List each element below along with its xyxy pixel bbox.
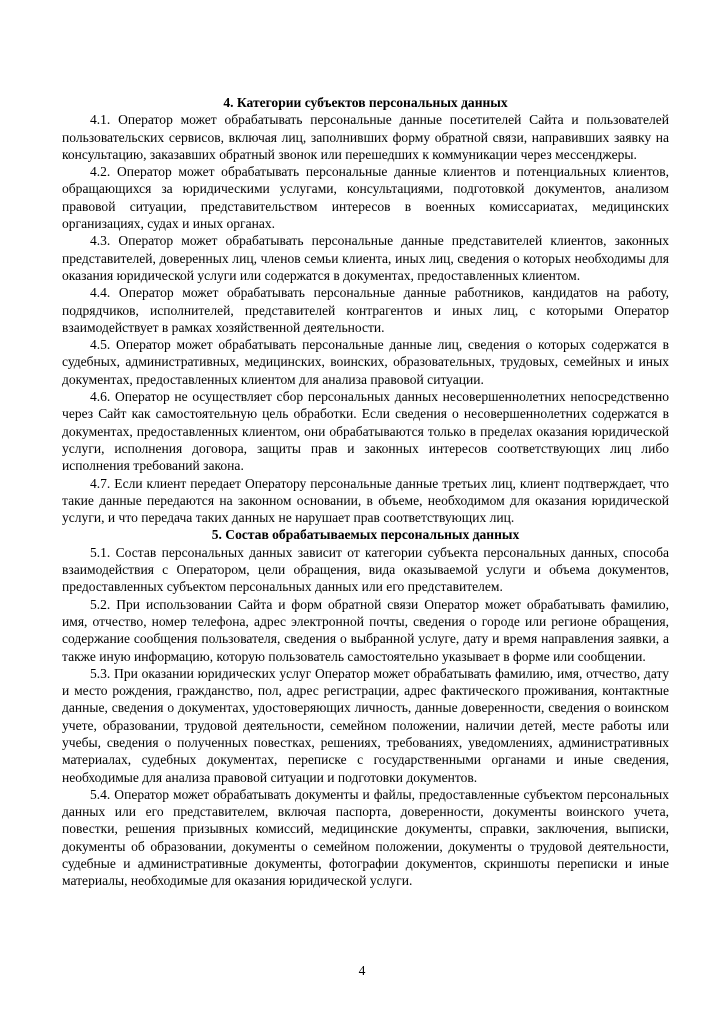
paragraph-4-5: 4.5. Оператор может обрабатывать персональные данные лиц, сведения о которых содержатся в судебных, административных, медицинских, воинских, образовательных, трудовых, семейных и иных документах, предоставленных клиентом для анализа правовой ситуации. [62,337,669,387]
section-heading-4: 4. Категории субъектов персональных данных [223,95,508,110]
page-number: 4 [358,963,366,978]
paragraph-5-4: 5.4. Оператор может обрабатывать документы и файлы, предоставленные субъектом персональных данных или его представителем, включая паспорта, доверенности, документы воинского учета, повестки, решения призывных комиссий, медицинские документы, справки, заключения, выписки, документы об образовании, документы о семейном положении, документы о трудовой деятельности, судебные и административные документы, фотографии документов, скриншоты переписки и иные материалы, необходимые для оказания юридической услуги. [62,786,669,889]
paragraph-4-1: 4.1. Оператор может обрабатывать персональные данные посетителей Сайта и пользователей пользовательских сервисов, включая лиц, заполнивших форму обратной связи, направивших заявку на консультацию, заказавших обратный звонок или перешедших к коммуникации через мессенджеры. [62,112,669,162]
document-body [62,94,669,890]
paragraph-4-3: 4.3. Оператор может обрабатывать персональные данные представителей клиентов, законных представителей, доверенных лиц, членов семьи клиента, иных лиц, сведения о которых необходимы для оказания юридической услуги или содержатся в документах, предоставленных клиентом. [62,233,669,283]
paragraph-4-7: 4.7. Если клиент передает Оператору персональные данные третьих лиц, клиент подтверждает, что такие данные передаются на законном основании, в объеме, необходимом для оказания юридической услуги, и что передача таких данных не нарушает прав соответствующих лиц. [62,475,669,526]
paragraph-5-2: 5.2. При использовании Сайта и форм обратной связи Оператор может обрабатывать фамилию, имя, отчество, номер телефона, адрес электронной почты, сведения о городе или регионе обращения, содержание сообщения пользователя, сведения о выбранной услуге, дату и время направления заявки, а также иную информацию, которую пользователь самостоятельно указывает в форме или сообщении. [62,596,669,664]
paragraph-4-6: 4.6. Оператор не осуществляет сбор персональных данных несовершеннолетних непосредственно через Сайт как самостоятельную цель обработки. Если сведения о несовершеннолетних содержатся в документах, предоставленных клиентом, они обрабатываются только в пределах оказания юридической услуги, исполнения договора, защиты прав и законных интересов соответствующих лиц либо исполнения требований закона. [62,389,669,474]
paragraph-4-4: 4.4. Оператор может обрабатывать персональные данные работников, кандидатов на работу, подрядчиков, исполнителей, представителей контрагентов и иных лиц, с которыми Оператор взаимодействует в рамках хозяйственной деятельности. [62,285,669,335]
paragraph-5-1: 5.1. Состав персональных данных зависит от категории субъекта персональных данных, способа взаимодействия с Оператором, цели обращения, вида оказываемой услуги и объема документов, предоставленных субъектом персональных данных или его представителем. [62,544,669,595]
paragraph-5-3: 5.3. При оказании юридических услуг Оператор может обрабатывать фамилию, имя, отчество, дату и место рождения, гражданство, пол, адрес регистрации, адрес фактического проживания, контактные данные, сведения о документах, удостоверяющих личность, данные доверенности, сведения о воинском учете, образовании, трудовой деятельности, семейном положении, наличии детей, месте работы или учебы, сведения о полученных повестках, решениях, требованиях, уведомлениях, административных материалах, судебных документах, переписке с государственными органами и иные сведения, необходимые для анализа правовой ситуации и подготовки документов. [62,665,669,785]
section-heading-5: 5. Состав обрабатываемых персональных данных [211,527,520,543]
paragraph-4-2: 4.2. Оператор может обрабатывать персональные данные клиентов и потенциальных клиентов, обращающихся за юридическими услугами, консультациями, подготовкой документов, анализом правовой ситуации, представительством интересов в военных комиссариатах, медицинских организациях, судах и иных органах. [62,164,669,232]
